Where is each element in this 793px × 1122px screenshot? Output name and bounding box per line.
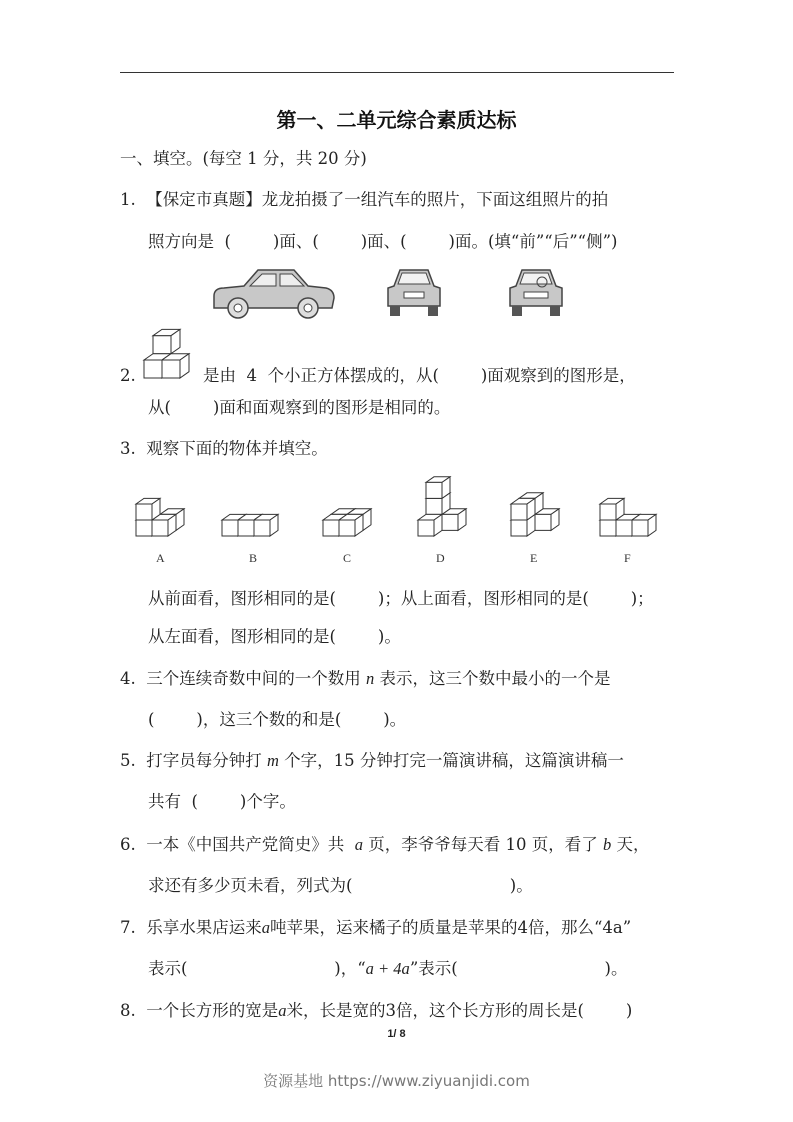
q8-line1 [120,1000,632,1022]
text: 6. 一本《中国共产党简史》共 [120,835,355,854]
cube [632,514,656,536]
text: 5. 打字员每分钟打 [120,751,267,770]
q3-line2: 从前面看，图形相同的是( )；从上面看，图形相同的是( )； [148,589,654,608]
text: 吨苹果，运来橘子的质量是苹果的4倍，那么“4a” [269,918,632,937]
header-rule [120,72,674,73]
page-title: 第一、二单元综合素质达标 [276,108,517,132]
q6-line1 [120,834,649,856]
q7-line2 [148,958,627,980]
text: 4. 三个连续奇数中间的一个数用 [120,669,366,688]
cube [254,514,278,536]
q4-line1 [120,668,610,690]
text: 天， [611,835,650,854]
q7-line1 [120,917,631,939]
section-heading: 一、填空。(每空 1 分，共 20 分) [120,149,367,168]
footer-watermark: 资源基地 https://www.ziyuanjidi.com [263,1072,530,1090]
q2-number: 2. [120,366,136,385]
q5-line1 [120,750,624,772]
car-front-image [506,266,566,320]
page-number: 1/ 8 [387,1028,406,1040]
text: 7. 乐享水果店运来 [120,918,262,937]
q2-line1: 是由 4 个小正方体摆成的，从( )面观察到的图形是， [203,366,636,385]
cube [162,354,189,378]
variable: m [266,751,279,770]
text: 表示( )，“ [148,959,366,978]
cube [153,329,180,353]
cube [511,498,535,520]
q2-cube-figure [142,328,206,380]
figure-label-d: D [436,551,445,565]
variable: a [278,1001,287,1020]
q4-line2: ( )，这三个数的和是( )。 [148,710,407,729]
variable: a [261,918,270,937]
car-side-image [210,266,336,322]
text: ”表示( )。 [409,959,628,978]
q2-line2: 从( )面和面观察到的图形是相同的。 [148,398,451,417]
text: 米，长是宽的3倍，这个长方形的周长是( ) [286,1001,633,1020]
variable: n [365,669,375,688]
expression: a + 4a [365,959,410,978]
q3-line1: 3. 观察下面的物体并填空。 [120,439,328,458]
figure-label-f: F [624,551,631,565]
cube [600,498,624,520]
variable: a [354,835,363,854]
figure-label-a: A [156,551,165,565]
text: 表示，这三个数中最小的一个是 [374,669,611,688]
cube [418,514,442,536]
text: 个字，15 分钟打完一篇演讲稿，这篇演讲稿一 [278,751,624,770]
q1-line1: 1. 【保定市真题】龙龙拍摄了一组汽车的照片，下面这组照片的拍 [120,190,609,209]
text: 8. 一个长方形的宽是 [120,1001,279,1020]
cube [339,514,363,536]
figure-label-c: C [343,551,352,565]
car-back-image [384,266,444,320]
q5-line2: 共有 ( )个字。 [148,792,296,811]
text: 页，李爷爷每天看 10 页，看了 [362,835,603,854]
q3-cube-figures [120,470,680,550]
q6-line2: 求还有多少页未看，列式为( )。 [148,876,533,895]
figure-label-b: B [249,551,258,565]
cube [426,477,450,499]
figure-label-e: E [530,551,538,565]
variable: b [602,835,612,854]
q1-line2: 照方向是 ( )面、( )面、( )面。(填“前”“后”“侧”) [148,232,618,251]
cube [136,498,160,520]
q3-line3: 从左面看，图形相同的是( )。 [148,627,401,646]
